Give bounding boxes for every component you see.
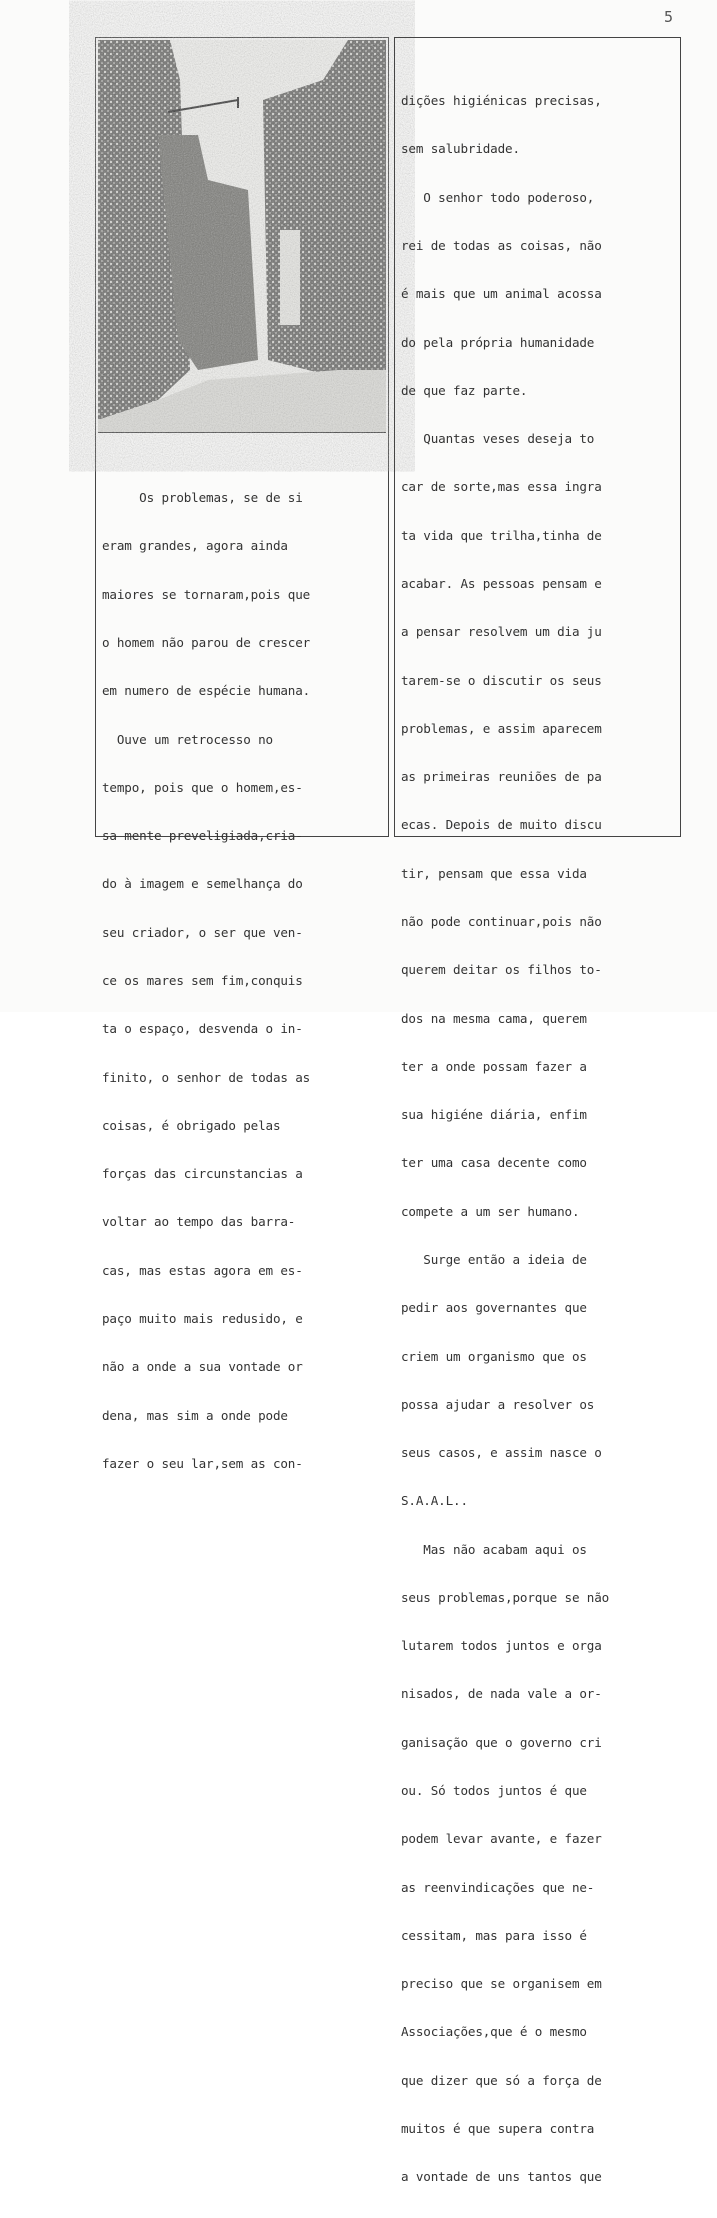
text-line: pedir aos governantes que [401, 1300, 587, 1316]
text-line: a vontade de uns tantos que [401, 2169, 602, 2185]
text-line: dições higiénicas precisas, [401, 93, 602, 109]
text-line: de que faz parte. [401, 382, 528, 398]
right-column [394, 37, 681, 2185]
text-line: ou. Só todos juntos é que [401, 1783, 587, 1799]
text-line: finito, o senhor de todas as [102, 1069, 311, 1085]
text-line: lutarem todos juntos e orga [401, 1638, 602, 1654]
text-line: dos na mesma cama, querem [401, 1010, 587, 1026]
text-line: preciso que se organisem em [401, 1976, 602, 1992]
text-line: car de sorte,mas essa ingra [401, 479, 602, 495]
text-line: rei de todas as coisas, não [401, 238, 602, 254]
text-line: paço muito mais redusido, e [102, 1310, 303, 1326]
page-number: 5 [664, 8, 674, 26]
text-line: coisas, é obrigado pelas [102, 1117, 281, 1133]
text-line: maiores se tornaram,pois que [102, 586, 311, 602]
text-line: nisados, de nada vale a or- [401, 1686, 602, 1702]
text-line: Os problemas, se de si [102, 490, 303, 506]
text-line: ta o espaço, desvenda o in- [102, 1021, 303, 1037]
text-line: ter a onde possam fazer a [401, 1058, 587, 1074]
text-line: sua higiéne diária, enfim [401, 1107, 587, 1123]
text-line: S.A.A.L.. [401, 1493, 468, 1509]
text-line: forças das circunstancias a [102, 1166, 303, 1182]
text-line: ganisação que o governo cri [401, 1734, 602, 1750]
text-line: Associações,que é o mesmo [401, 2024, 587, 2040]
text-line: cas, mas estas agora em es- [102, 1262, 303, 1278]
street-photo [98, 40, 386, 433]
text-line: do à imagem e semelhança do [102, 876, 303, 892]
text-line: Mas não acabam aqui os [401, 1541, 587, 1557]
text-line: do pela própria humanidade [401, 334, 595, 350]
text-line: seus problemas,porque se não [401, 1589, 610, 1605]
text-line: Quantas veses deseja to [401, 431, 595, 447]
text-line: problemas, e assim aparecem [401, 720, 602, 736]
text-line: tir, pensam que essa vida [401, 865, 587, 881]
text-line: ter uma casa decente como [401, 1155, 587, 1171]
street-photo-icon [98, 40, 386, 432]
text-line: dena, mas sim a onde pode [102, 1407, 288, 1423]
text-line: as reenvindicações que ne- [401, 1879, 595, 1895]
text-line: a pensar resolvem um dia ju [401, 624, 602, 640]
text-line: Surge então a ideia de [401, 1251, 587, 1267]
text-line: seu criador, o ser que ven- [102, 924, 303, 940]
text-line: querem deitar os filhos to- [401, 962, 602, 978]
text-line: em numero de espécie humana. [102, 683, 311, 699]
text-line: podem levar avante, e fazer [401, 1831, 602, 1847]
text-line: voltar ao tempo das barra- [102, 1214, 296, 1230]
text-line: compete a um ser humano. [401, 1203, 580, 1219]
text-line: ce os mares sem fim,conquis [102, 973, 303, 988]
text-line: possa ajudar a resolver os [401, 1396, 595, 1412]
text-line: cessitam, mas para isso é [401, 1927, 587, 1943]
text-line: acabar. As pessoas pensam e [401, 576, 602, 591]
text-line: fazer o seu lar,sem as con- [102, 1455, 303, 1471]
text-line: tarem-se o discutir os seus [401, 672, 602, 688]
text-line: Ouve um retrocesso no [102, 731, 273, 747]
text-line: que dizer que só a força de [401, 2072, 602, 2088]
text-line: não pode continuar,pois não [401, 913, 602, 929]
text-line: sa mente preveligiada,cria- [102, 828, 303, 844]
left-column [95, 37, 389, 1471]
text-line: tempo, pois que o homem,es- [102, 779, 303, 795]
text-line: ecas. Depois de muito discu [401, 817, 602, 833]
text-line: as primeiras reuniões de pa [401, 769, 602, 785]
text-line: seus casos, e assim nasce o [401, 1445, 602, 1461]
text-line: O senhor todo poderoso, [401, 189, 595, 205]
text-line: eram grandes, agora ainda [102, 538, 288, 554]
text-line: muitos é que supera contra [401, 2121, 595, 2136]
text-line: o homem não parou de crescer [102, 635, 311, 651]
text-line: criem um organismo que os [401, 1348, 587, 1364]
text-line: é mais que um animal acossa [401, 286, 602, 302]
right-text-block [401, 61, 609, 2218]
text-line: sem salubridade. [401, 141, 520, 157]
text-line: ta vida que trilha,tinha de [401, 527, 602, 543]
text-line: não a onde a sua vontade or [102, 1359, 303, 1375]
left-text-block [102, 458, 310, 1504]
